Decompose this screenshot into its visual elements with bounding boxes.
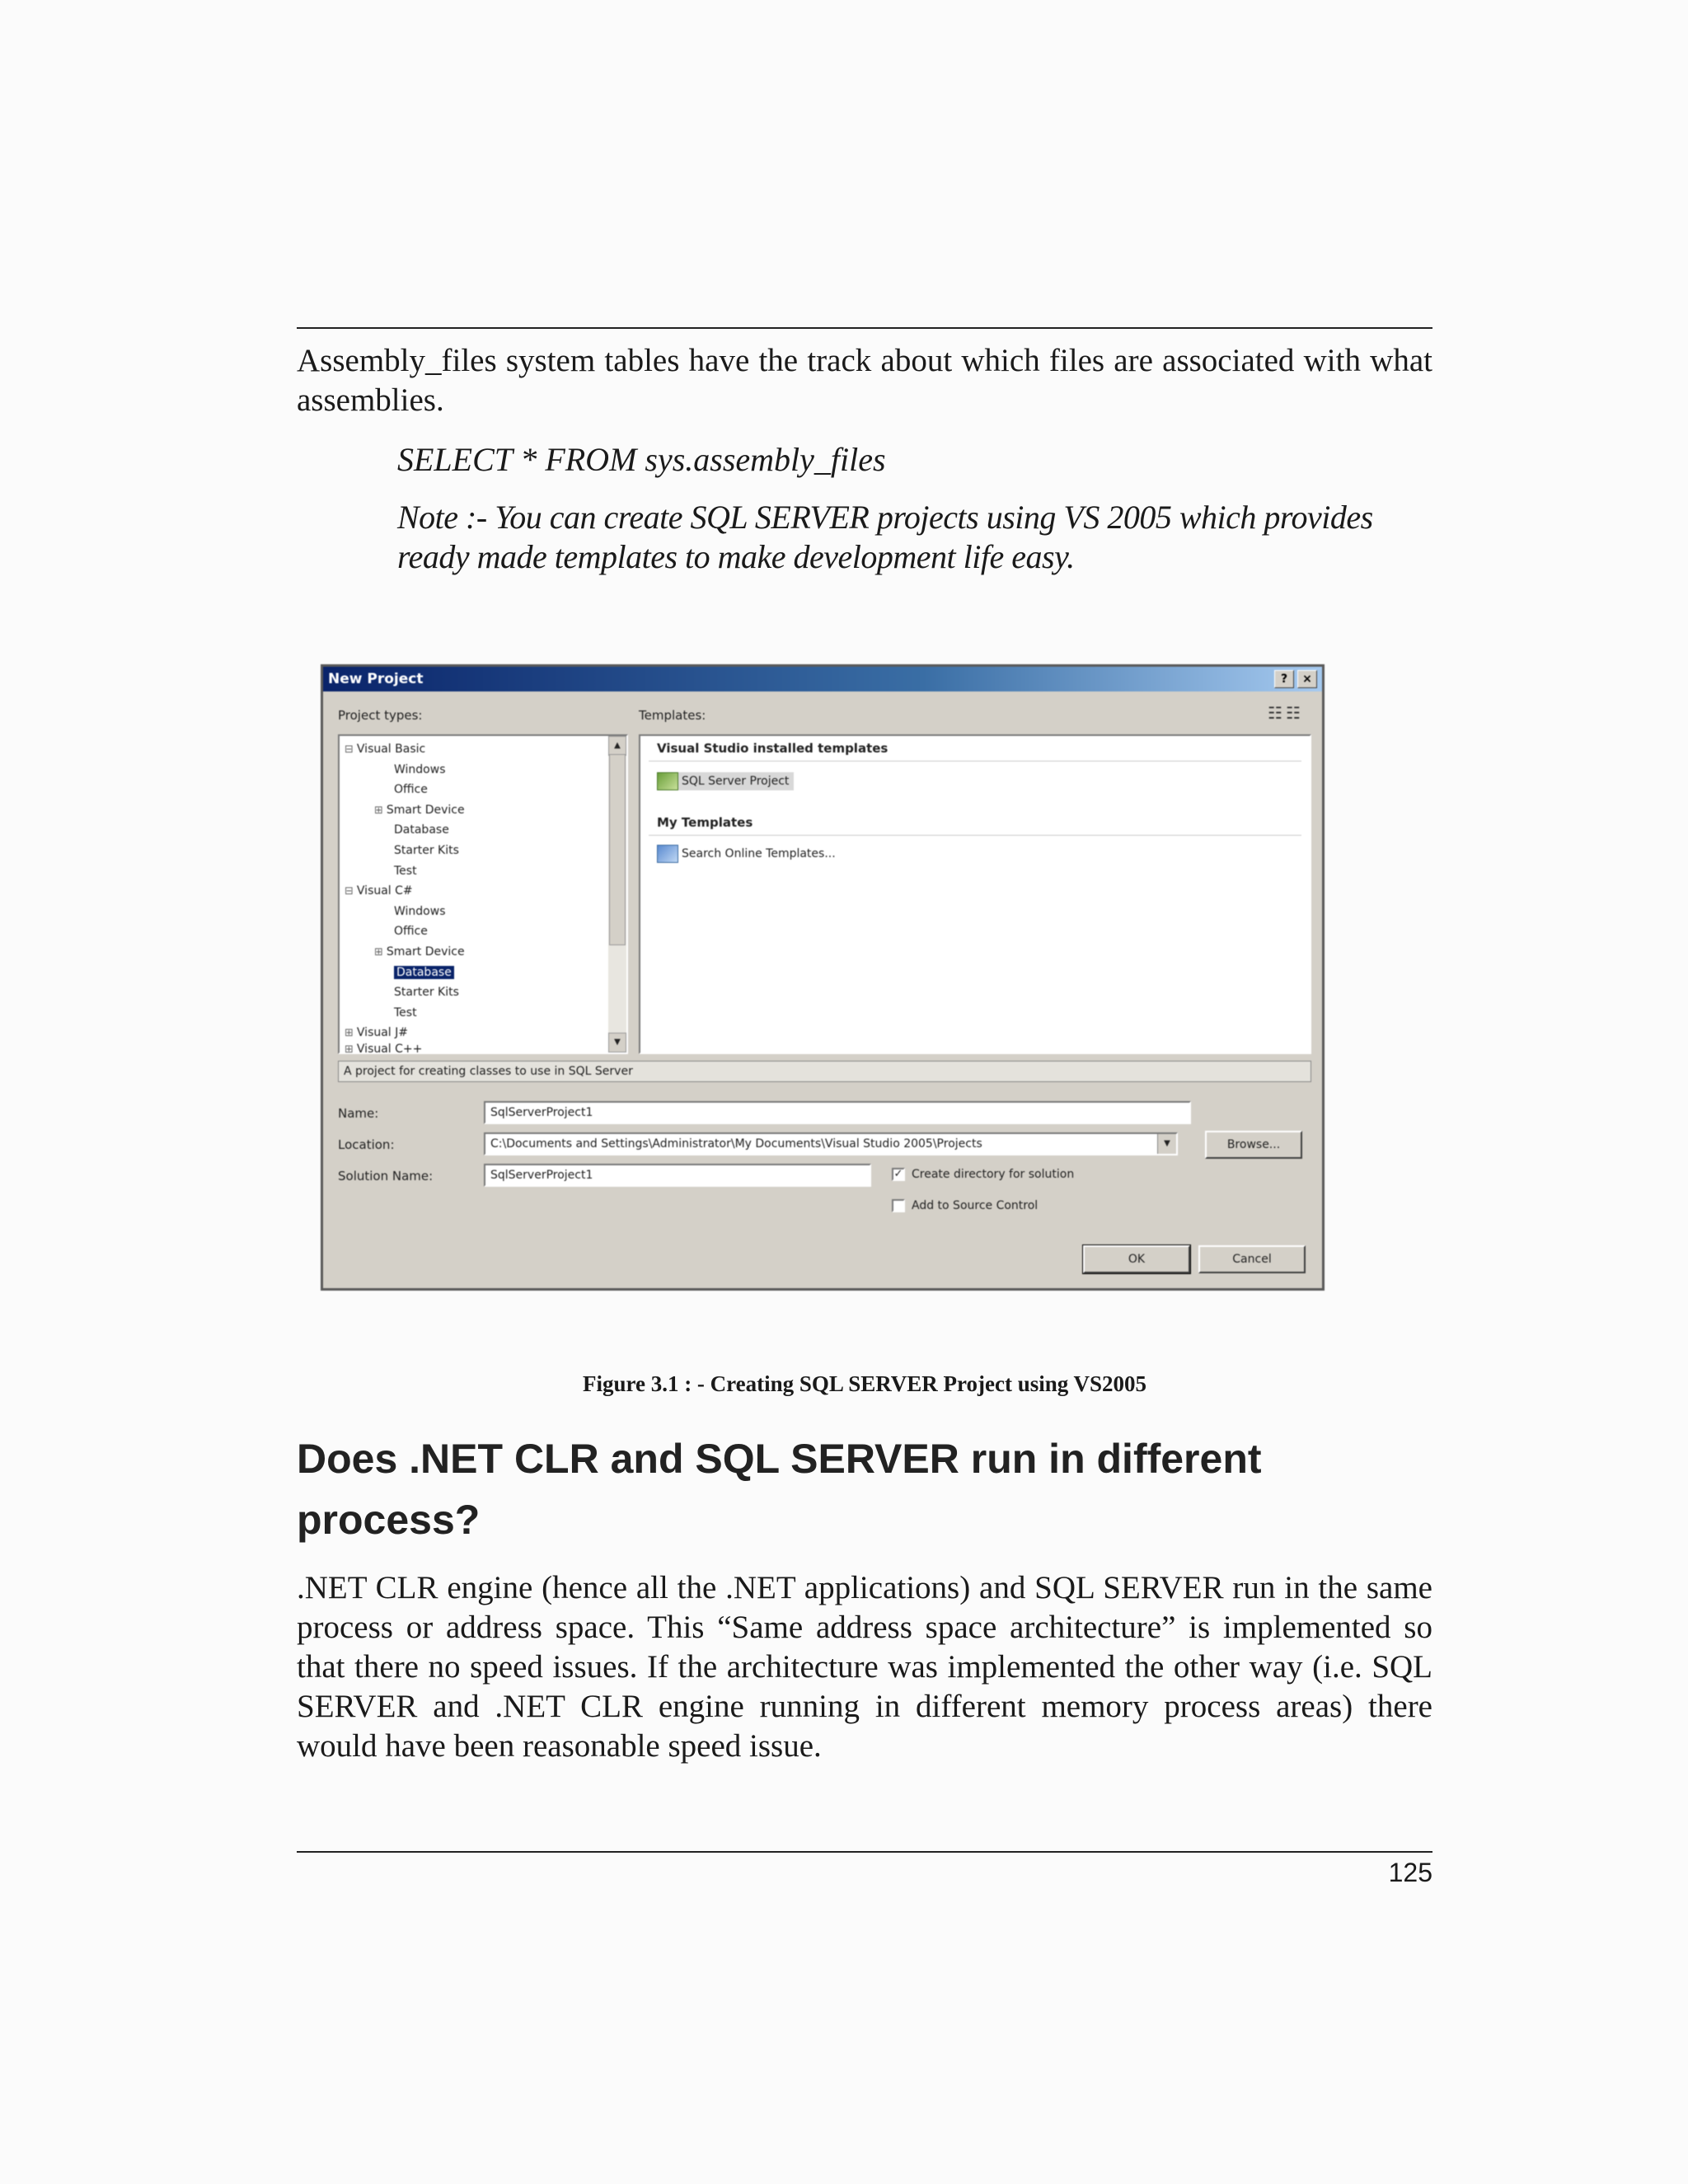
browse-button[interactable]: Browse... [1205,1131,1302,1159]
paragraph-assembly-files: Assembly_files system tables have the track about which files are associated with what assemblies. [297,343,1432,418]
help-button[interactable]: ? [1274,670,1294,688]
project-types-label: Project types: [338,708,423,723]
tree-item[interactable]: Windows [394,762,446,776]
sql-code-line: SELECT * FROM sys.assembly_files [397,441,886,478]
project-types-tree[interactable] [338,734,628,1054]
search-online-icon [657,845,678,863]
tree-item[interactable]: ⊞ Visual J# [345,1026,409,1040]
dialog-titlebar [323,667,1322,691]
cancel-button[interactable]: Cancel [1198,1245,1306,1273]
tree-scrollbar[interactable] [608,736,626,1052]
template-search-online[interactable]: Search Online Templates... [657,845,836,863]
tree-item[interactable]: ⊟ Visual C# [345,884,413,898]
close-button[interactable]: × [1297,670,1317,688]
template-sql-server-project[interactable]: SQL Server Project [657,772,794,790]
location-label: Location: [338,1137,395,1152]
header-rule [297,327,1432,329]
tree-item-selected[interactable]: Database [345,963,465,983]
dialog-title: New Project [328,671,424,687]
note-text: Note :- You can create SQL SERVER projects using VS 2005 which provides ready made templates to make development life easy. [397,499,1373,575]
page-number: 125 [1388,1858,1432,1887]
solution-name-label: Solution Name: [338,1169,434,1183]
new-project-dialog-screenshot [321,664,1325,1291]
tree-item[interactable]: Office [394,925,428,939]
paragraph-clr-process: .NET CLR engine (hence all the .NET applications) and SQL SERVER run in the same process or address space. This “Same address space architecture” is implemented so that there no speed issues. If the architecture was implemented the other way (i.e. SQL SERVER and .NET CLR engine running in different memory process areas) there would have been reasonable speed issue. [297,1570,1432,1764]
scroll-down-arrow-icon[interactable]: ▼ [608,1033,626,1052]
create-directory-checkbox[interactable]: ✓ Create directory for solution [892,1168,1074,1181]
divider [649,761,1301,762]
tree-item[interactable]: Test [394,864,417,878]
checkbox-checked[interactable]: ✓ [892,1168,905,1181]
tree-item[interactable]: Starter Kits [394,843,459,857]
tree-item[interactable]: Starter Kits [394,986,459,1000]
sql-project-icon [657,772,678,790]
footer-rule [297,1851,1432,1853]
tree-item[interactable]: ⊞ Smart Device [374,944,465,958]
name-label: Name: [338,1106,379,1121]
templates-label: Templates: [639,708,706,723]
figure-caption: Figure 3.1 : - Creating SQL SERVER Project using VS2005 [582,1371,1147,1396]
tree-item[interactable]: Test [394,1005,417,1019]
installed-templates-heading: Visual Studio installed templates [657,741,889,756]
solution-name-input[interactable]: SqlServerProject1 [484,1164,871,1187]
name-input[interactable]: SqlServerProject1 [484,1101,1191,1124]
tree-item[interactable]: Database [394,823,449,837]
ok-button[interactable]: OK [1083,1245,1190,1273]
dropdown-arrow-icon[interactable]: ▼ [1157,1134,1176,1154]
my-templates-heading: My Templates [657,815,753,830]
tree-item[interactable]: Windows [394,904,446,918]
scroll-up-arrow-icon[interactable]: ▲ [608,736,626,756]
checkbox-unchecked[interactable] [892,1199,905,1212]
divider [649,835,1301,836]
tree-item[interactable]: ⊟ Visual Basic [345,743,426,756]
tree-item[interactable]: ⊞ Smart Device [374,803,465,817]
scroll-thumb[interactable] [609,754,626,945]
tree-item[interactable]: ⊞ Visual C++ [345,1043,423,1053]
tree-item[interactable]: Office [394,783,428,797]
section-heading: Does .NET CLR and SQL SERVER run in different process? [297,1436,1262,1543]
template-description: A project for creating classes to use in SQL Server [338,1061,1311,1082]
location-combo[interactable]: C:\Documents and Settings\Administrator\My Documents\Visual Studio 2005\Projects ▼ [484,1132,1178,1155]
view-toggle-icon[interactable]: ☷☷ [1268,703,1304,723]
add-source-control-checkbox[interactable]: Add to Source Control [892,1199,1038,1212]
templates-list[interactable] [639,734,1311,1054]
